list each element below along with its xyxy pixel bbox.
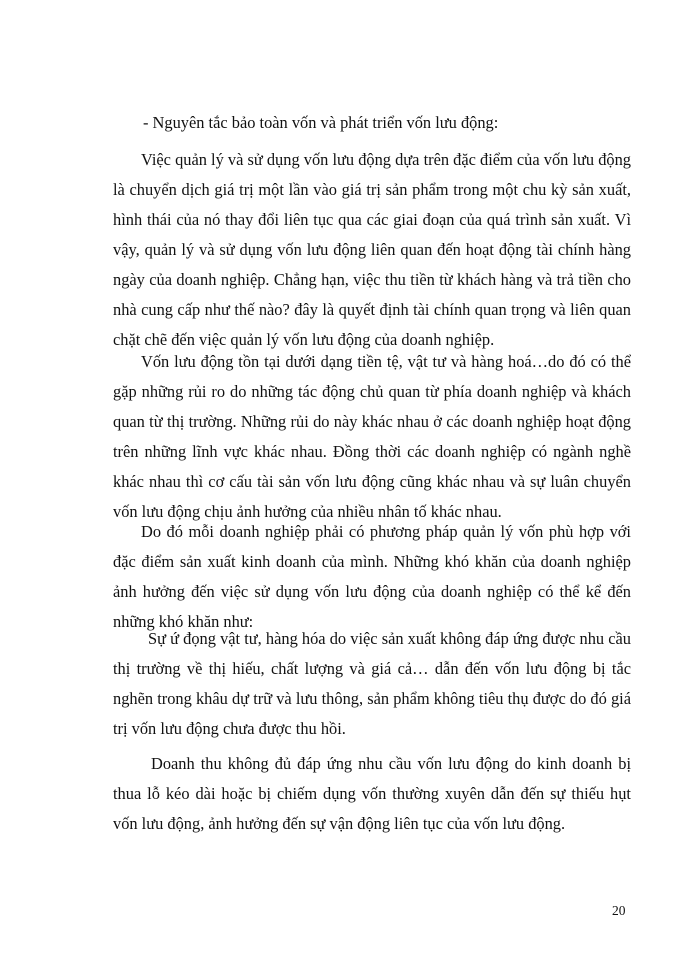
paragraph-5: Doanh thu không đủ đáp ứng nhu cầu vốn lưu động do kinh doanh bị thua lỗ kéo dài hoặc bị chiếm dụng vốn thường xuyên dẫn đến sự thiếu hụt vốn lưu động, ảnh hưởng đến sự vận động liên tục của vốn lưu động. — [113, 754, 631, 833]
section-heading: - Nguyên tắc bảo toàn vốn và phát triển vốn lưu động: — [143, 113, 499, 132]
paragraph-1: Việc quản lý và sử dụng vốn lưu động dựa trên đặc điểm của vốn lưu động là chuyển dịch giá trị một lần vào giá trị sản phẩm trong một chu kỳ sản xuất, hình thái của nó thay đổi liên tục qua các giai đoạn của quá trình sản xuất. Vì vậy, quản lý và sử dụng vốn lưu động liên quan đến hoạt động tài chính hàng ngày của doanh nghiệp. Chẳng hạn, việc thu tiền từ khách hàng và trả tiền cho nhà cung cấp như thế nào? đây là quyết định tài chính quan trọng và liên quan chặt chẽ đến việc quản lý vốn lưu động của doanh nghiệp. — [113, 150, 631, 349]
paragraph-3: Do đó mỗi doanh nghiệp phải có phương pháp quản lý vốn phù hợp với đặc điểm sản xuất kinh doanh của mình. Những khó khăn của doanh nghiệp ảnh hưởng đến việc sử dụng vốn lưu động của doanh nghiệp có thể kể đến những khó khăn như: — [113, 522, 631, 631]
page-number: 20 — [612, 903, 626, 918]
paragraph-4: Sự ứ đọng vật tư, hàng hóa do việc sản xuất không đáp ứng được nhu cầu thị trường về thị hiếu, chất lượng và giá cả… dẫn đến vốn lưu động bị tắc nghẽn trong khâu dự trữ và lưu thông, sản phẩm không tiêu thụ được do đó giá trị vốn lưu động chưa được thu hồi. — [113, 629, 631, 738]
paragraph-2: Vốn lưu động tồn tại dưới dạng tiền tệ, vật tư và hàng hoá…do đó có thể gặp những rủi ro do những tác động chủ quan từ phía doanh nghiệp và khách quan từ thị trường. Những rủi do này khác nhau ở các doanh nghiệp hoạt động trên những lĩnh vực khác nhau. Đồng thời các doanh nghiệp có ngành nghề khác nhau thì cơ cấu tài sản vốn lưu động cũng khác nhau và sự luân chuyển vốn lưu động chịu ảnh hưởng của nhiều nhân tố khác nhau. — [113, 352, 631, 521]
